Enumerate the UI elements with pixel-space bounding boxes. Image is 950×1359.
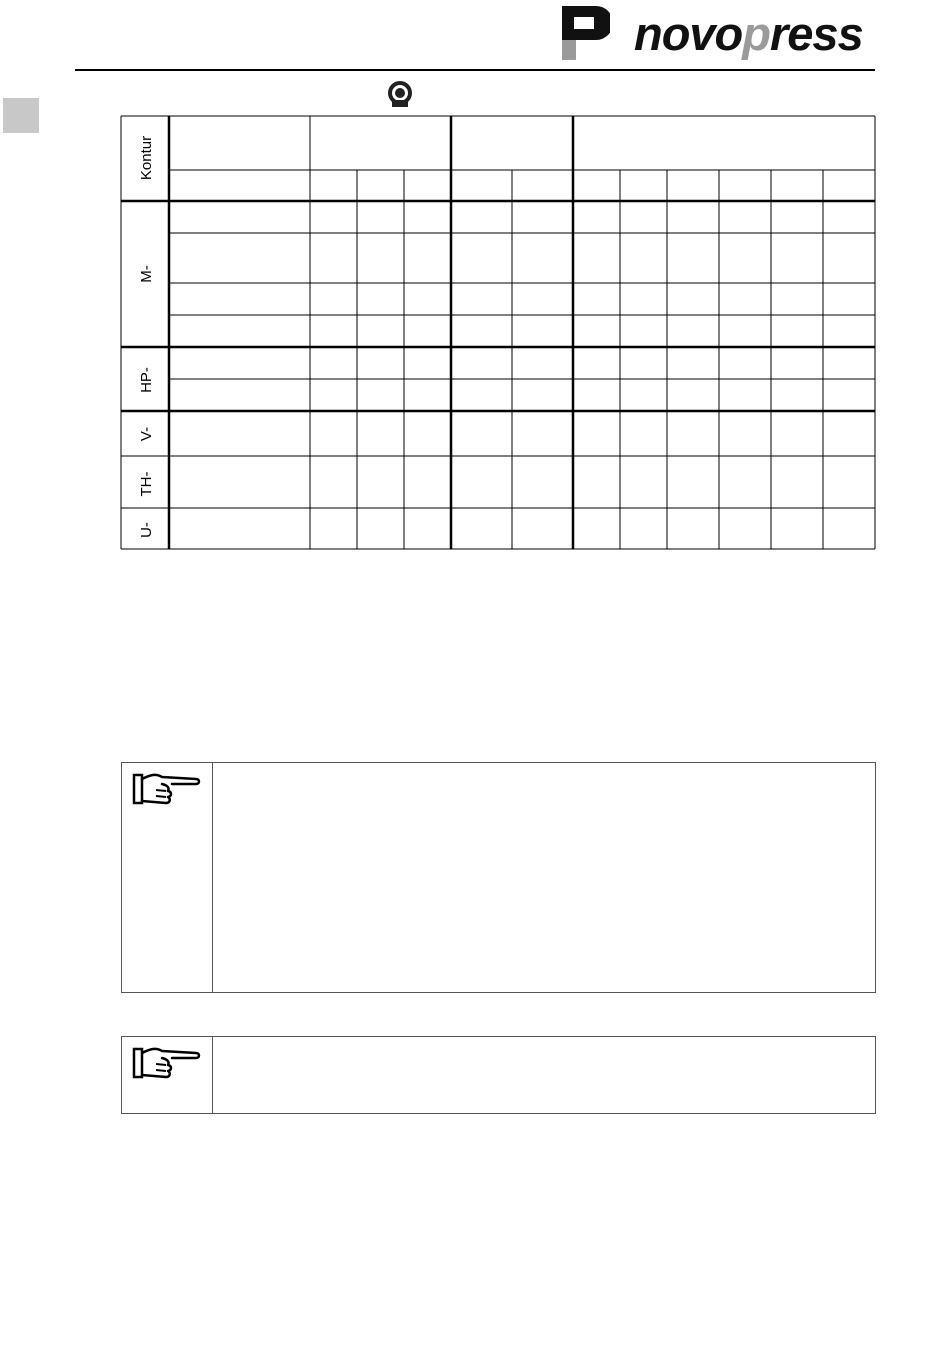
group-label-th: TH-	[138, 471, 155, 497]
brand-suffix: ress	[770, 7, 863, 60]
group-label-hp: HP-	[138, 367, 155, 393]
note-icon-cell	[122, 763, 213, 992]
brand-accent-letter: p	[742, 7, 770, 60]
brand-prefix: novo	[634, 7, 743, 60]
group-label-v: V-	[138, 426, 155, 442]
group-label-u: U-	[138, 522, 155, 538]
note-box-2	[121, 1036, 876, 1114]
pointing-hand-icon	[132, 769, 202, 809]
table-corner-label: Kontur	[138, 135, 155, 181]
pointing-hand-icon	[132, 1043, 202, 1083]
contour-table	[0, 0, 950, 560]
table-grid	[121, 116, 875, 549]
group-label-m: M-	[138, 265, 155, 283]
note-icon-cell	[122, 1037, 213, 1113]
note-box-1	[121, 762, 876, 993]
table-group-labels	[138, 136, 155, 538]
